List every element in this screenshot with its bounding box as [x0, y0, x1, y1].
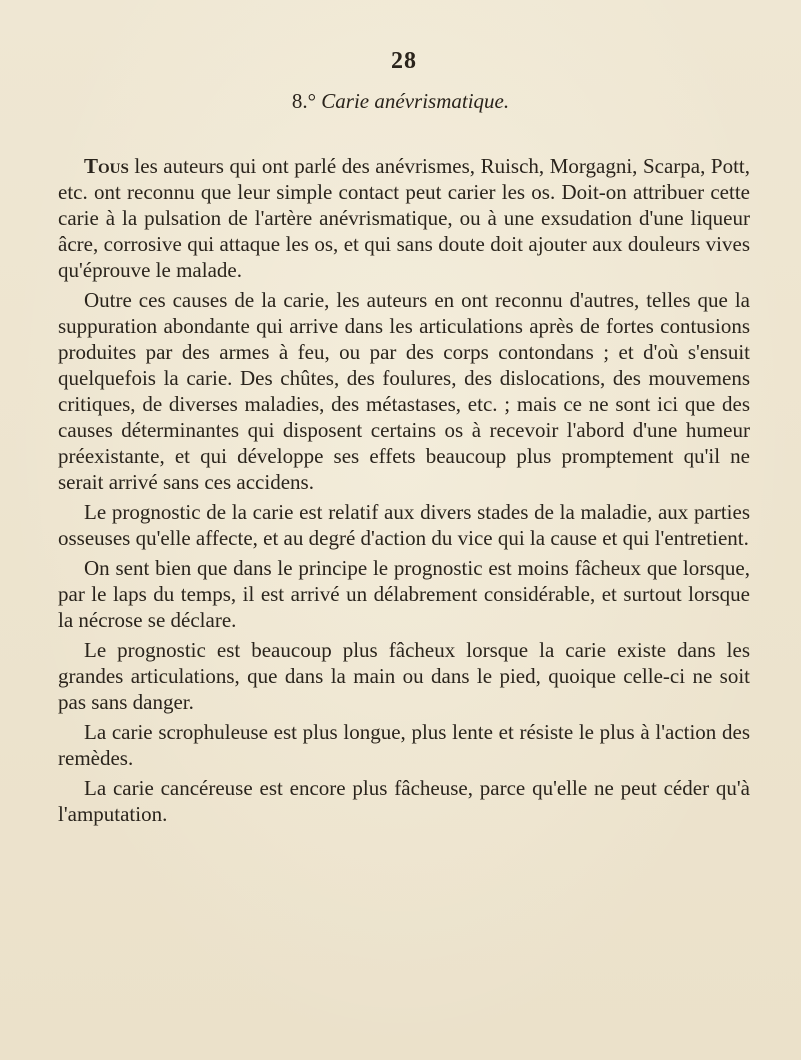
paragraph-text: Le prognostic est beaucoup plus fâcheux lorsque la carie existe dans les grandes articulations, que dans la main ou dans le pied, quoique celle-ci ne soit pas sans danger.	[58, 638, 750, 714]
paragraph-text: On sent bien que dans le principe le prognostic est moins fâcheux que lorsque, par le laps du temps, il est arrivé un délabrement considérable, et surtout lorsque la nécrose se déclare.	[58, 556, 750, 632]
paragraph-text: Le prognostic de la carie est relatif aux divers stades de la maladie, aux parties osseuses qu'elle affecte, et au degré d'action du vice qui la cause et qui l'entretient.	[58, 500, 750, 550]
paragraph-lead-word: Tous	[84, 154, 129, 178]
paragraph	[58, 775, 750, 827]
section-heading	[0, 89, 801, 114]
paragraph-text: Outre ces causes de la carie, les auteurs en ont reconnu d'autres, telles que la suppuration abondante qui arrive dans les articulations après de fortes contusions produites par des armes à feu, ou par des corps contondans ; et d'où s'ensuit quelquefois la carie. Des chûtes, des foulures, des dislocations, des mouvemens critiques, de diverses maladies, des métastases, etc. ; mais ce ne sont ici que des causes déterminantes qui disposent certains os à recevoir l'abord d'une humeur préexistante, et qui développe ses effets beaucoup plus promptement qu'il ne serait arrivé sans ces accidens.	[58, 288, 750, 494]
paragraph-text: La carie scrophuleuse est plus longue, plus lente et résiste le plus à l'action des remèdes.	[58, 720, 750, 770]
paragraph	[58, 637, 750, 715]
body-text	[58, 153, 750, 831]
paragraph	[58, 153, 750, 283]
paragraph	[58, 499, 750, 551]
paragraph	[58, 287, 750, 495]
paragraph-text: les auteurs qui ont parlé des anévrismes, Ruisch, Morgagni, Scarpa, Pott, etc. ont reconnu que leur simple contact peut carier les os. Doit-on attribuer cette carie à la pulsation de l'artère anévrismatique, ou à une exsudation d'une liqueur âcre, corrosive qui attaque les os, et qui sans doute doit ajouter aux douleurs vives qu'éprouve le malade.	[58, 154, 750, 282]
section-number: 8.°	[291, 89, 317, 113]
paragraph	[58, 555, 750, 633]
paragraph	[58, 719, 750, 771]
page-number: 28	[391, 48, 417, 74]
section-title: Carie anévrismatique.	[321, 89, 510, 113]
paragraph-text: La carie cancéreuse est encore plus fâcheuse, parce qu'elle ne peut céder qu'à l'amputation.	[58, 776, 750, 826]
